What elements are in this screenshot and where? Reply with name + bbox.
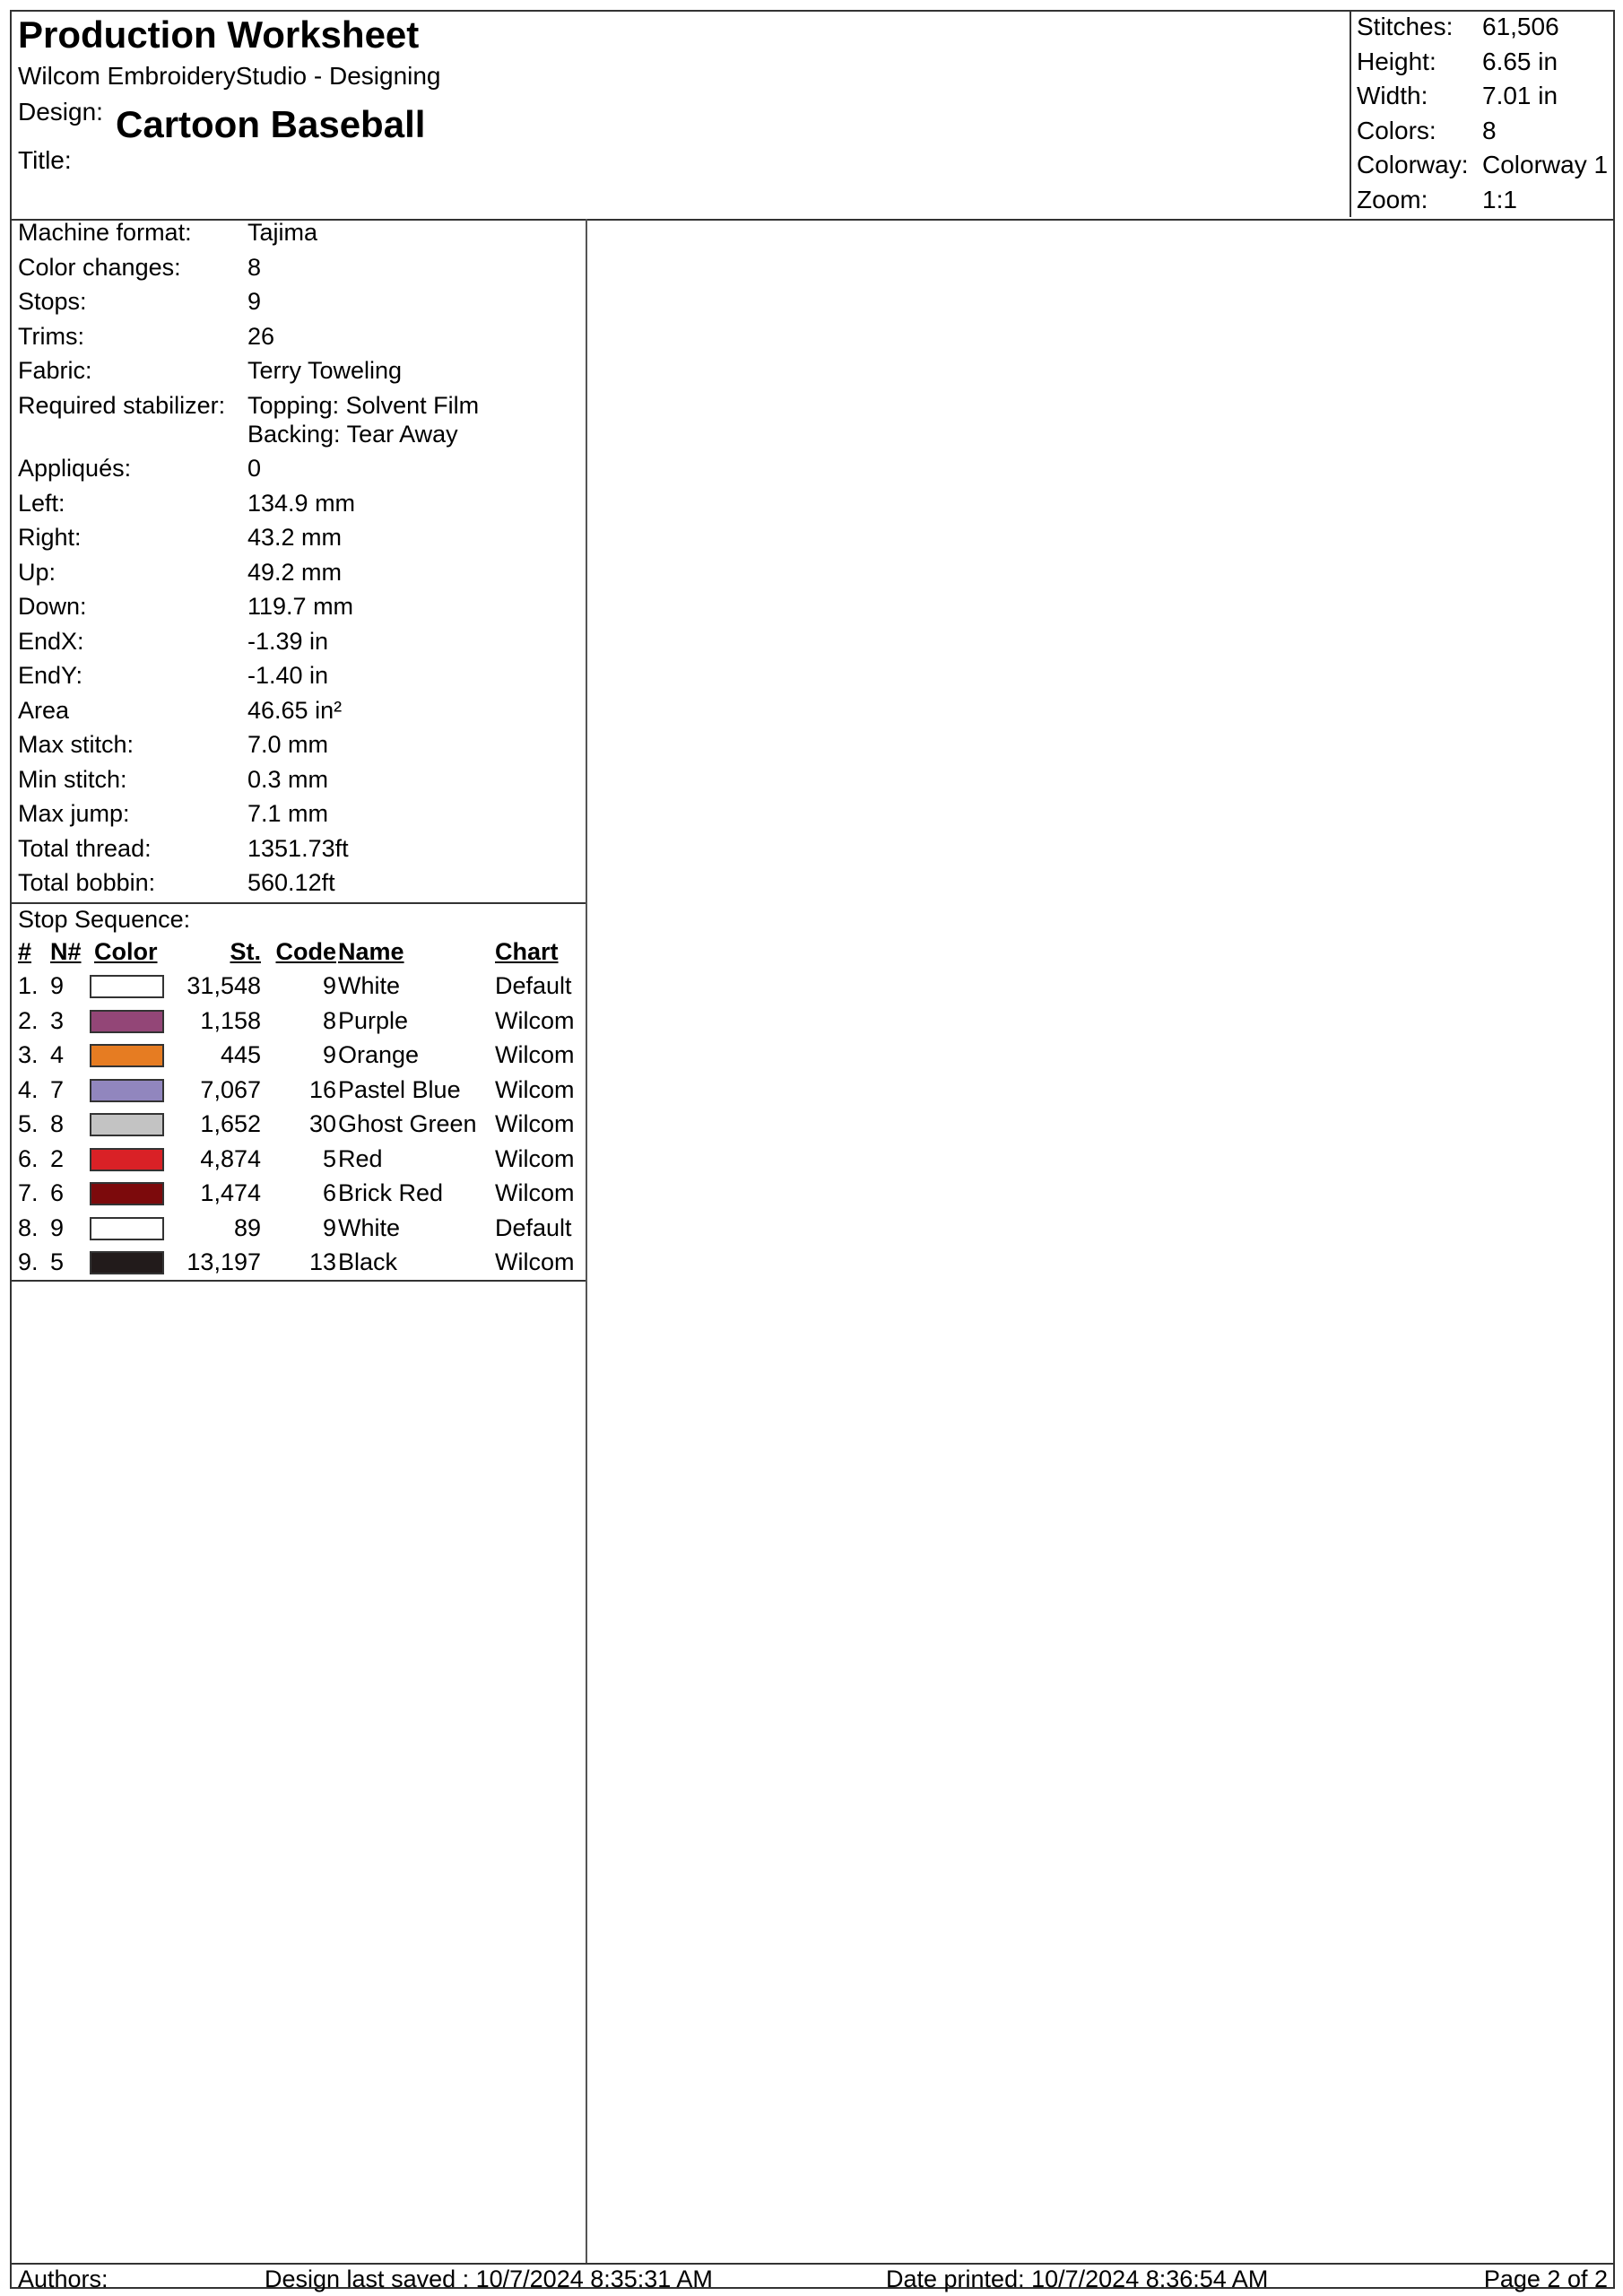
cell-code: 9: [322, 1213, 336, 1241]
property-label: Right:: [18, 524, 82, 551]
property-label: Trims:: [18, 322, 84, 350]
cell-chart: Wilcom: [495, 1075, 575, 1103]
cell-st: 89: [233, 1213, 261, 1241]
property-label: EndX:: [18, 627, 84, 655]
property-value: 46.65 in²: [247, 696, 343, 724]
cell-code: 9: [322, 1041, 336, 1068]
cell-code: 8: [322, 1006, 336, 1034]
property-label: Max jump:: [18, 800, 130, 827]
cell-code: 6: [322, 1179, 336, 1206]
cell-n: 6: [50, 1179, 65, 1206]
cell-name: Brick Red: [338, 1179, 444, 1206]
cell-name: Black: [338, 1248, 398, 1275]
stat-value: Colorway 1: [1482, 151, 1609, 178]
stat-row: [1357, 151, 1609, 179]
property-row: [18, 219, 318, 247]
authors-label: Authors:: [18, 2266, 108, 2292]
cell-name: Pastel Blue: [338, 1075, 461, 1103]
cell-chart: Wilcom: [495, 1248, 575, 1275]
cell-code: 30: [308, 1110, 336, 1137]
cell-n: 7: [50, 1075, 65, 1103]
stat-label: Zoom:: [1357, 185, 1428, 213]
property-value: Terry Toweling: [247, 357, 403, 384]
cell-idx: 4.: [18, 1075, 39, 1103]
column-header-n: N#: [50, 938, 82, 965]
cell-st: 4,874: [200, 1144, 261, 1172]
cell-name: White: [338, 1213, 401, 1241]
cell-n: 9: [50, 972, 65, 999]
cell-n: 8: [50, 1110, 65, 1137]
cell-name: White: [338, 972, 401, 999]
table-row: [12, 1110, 586, 1143]
stat-label: Colorway:: [1357, 151, 1469, 178]
column-header-name: Name: [338, 938, 404, 965]
table-row: [12, 1041, 586, 1074]
date-printed: Date printed: 10/7/2024 8:36:54 AM: [886, 2266, 1269, 2292]
cell-chart: Default: [495, 972, 572, 999]
property-value: 0.3 mm: [247, 765, 329, 793]
stop-sequence-panel: [12, 902, 586, 1282]
property-value: 7.1 mm: [247, 800, 329, 827]
page-title: Production Worksheet: [18, 13, 420, 56]
cell-name: Purple: [338, 1006, 409, 1034]
cell-code: 5: [322, 1144, 336, 1172]
column-header-color: Color: [94, 938, 158, 965]
cell-n: 4: [50, 1041, 65, 1068]
cell-chart: Wilcom: [495, 1110, 575, 1137]
cell-idx: 7.: [18, 1179, 39, 1206]
stat-row: [1357, 116, 1497, 145]
stat-label: Stitches:: [1357, 13, 1454, 40]
stat-row: [1357, 47, 1558, 76]
property-label: Stops:: [18, 288, 87, 315]
stat-value: 6.65 in: [1482, 47, 1558, 75]
property-value: Topping: Solvent Film: [247, 391, 480, 419]
property-row: [18, 662, 329, 690]
property-row: [18, 800, 329, 828]
stat-value: 7.01 in: [1482, 82, 1558, 109]
color-swatch: [90, 1113, 164, 1136]
property-label: Total bobbin:: [18, 869, 156, 896]
color-swatch: [90, 1079, 164, 1102]
property-value: 7.0 mm: [247, 731, 329, 758]
property-value: 9: [247, 288, 262, 315]
property-label: EndY:: [18, 662, 83, 689]
property-row: [18, 524, 343, 552]
cell-chart: Wilcom: [495, 1041, 575, 1068]
cell-n: 2: [50, 1144, 65, 1172]
worksheet-footer: [12, 2263, 1613, 2291]
cell-code: 13: [308, 1248, 336, 1275]
property-label: Max stitch:: [18, 731, 135, 758]
cell-chart: Default: [495, 1213, 572, 1241]
stat-value: 1:1: [1482, 185, 1517, 213]
worksheet-header: [12, 12, 1613, 221]
property-label: Color changes:: [18, 253, 181, 281]
cell-n: 5: [50, 1248, 65, 1275]
property-value: 8: [247, 253, 262, 281]
property-value: -1.40 in: [247, 662, 329, 689]
property-value: 1351.73ft: [247, 834, 349, 862]
cell-code: 16: [308, 1075, 336, 1103]
property-row: [18, 391, 480, 420]
column-header-code: Code: [275, 938, 336, 965]
stat-label: Height:: [1357, 47, 1436, 75]
details-column: [12, 219, 587, 2263]
last-saved: Design last saved : 10/7/2024 8:35:31 AM: [265, 2266, 713, 2292]
property-row: [18, 869, 335, 897]
page-number: Page 2 of 2: [1483, 2266, 1608, 2292]
property-label: Total thread:: [18, 834, 152, 862]
color-swatch: [90, 1251, 164, 1274]
property-value: 119.7 mm: [247, 593, 354, 620]
cell-name: Ghost Green: [338, 1110, 477, 1137]
stat-row: [1357, 13, 1559, 41]
property-value: 0: [247, 455, 262, 482]
cell-st: 13,197: [187, 1248, 261, 1275]
table-row: [12, 1179, 586, 1212]
property-label: Down:: [18, 593, 87, 620]
cell-name: Orange: [338, 1041, 420, 1068]
cell-st: 1,158: [200, 1006, 261, 1034]
property-label: Left:: [18, 489, 65, 517]
property-label: Up:: [18, 558, 56, 586]
property-label: Fabric:: [18, 357, 92, 384]
property-label: Min stitch:: [18, 765, 127, 793]
cell-chart: Wilcom: [495, 1144, 575, 1172]
cell-idx: 5.: [18, 1110, 39, 1137]
property-label: Required stabilizer:: [18, 391, 226, 419]
property-row: [18, 322, 275, 351]
stat-label: Width:: [1357, 82, 1428, 109]
property-value: -1.39 in: [247, 627, 329, 655]
table-row: [12, 972, 586, 1004]
table-row: [12, 1248, 586, 1281]
color-swatch: [90, 1044, 164, 1067]
stat-row: [1357, 82, 1558, 110]
property-row: [18, 357, 403, 385]
stat-value: 8: [1482, 116, 1497, 144]
property-row: [18, 731, 329, 759]
column-header-idx: #: [18, 938, 32, 965]
table-row: [12, 1214, 586, 1247]
color-swatch: [90, 1148, 164, 1171]
cell-idx: 6.: [18, 1144, 39, 1172]
cell-st: 31,548: [187, 972, 261, 999]
cell-st: 1,652: [200, 1110, 261, 1137]
app-name: Wilcom EmbroideryStudio - Designing: [18, 62, 441, 90]
property-label: Appliqués:: [18, 455, 132, 482]
properties-panel: [12, 219, 586, 904]
cell-idx: 9.: [18, 1248, 39, 1275]
cell-idx: 8.: [18, 1213, 39, 1241]
worksheet: [10, 10, 1615, 2292]
property-value: 134.9 mm: [247, 489, 356, 517]
property-value: 49.2 mm: [247, 558, 343, 586]
cell-idx: 3.: [18, 1041, 39, 1068]
property-row: [18, 288, 262, 316]
cell-idx: 1.: [18, 972, 39, 999]
color-swatch: [90, 975, 164, 998]
cell-idx: 2.: [18, 1006, 39, 1034]
cell-n: 3: [50, 1006, 65, 1034]
property-row: [18, 696, 343, 725]
property-value: Tajima: [247, 219, 318, 246]
property-label: Area: [18, 696, 70, 724]
property-row: [18, 489, 356, 517]
stats-panel: [1350, 12, 1617, 217]
property-row: [18, 558, 343, 587]
stat-label: Colors:: [1357, 116, 1436, 144]
property-label: Machine format:: [18, 219, 192, 246]
design-label: Design:: [18, 98, 103, 126]
stat-row: [1357, 185, 1517, 214]
property-row: [18, 593, 354, 621]
cell-n: 9: [50, 1213, 65, 1241]
stop-sequence-title: Stop Sequence:: [18, 906, 191, 933]
property-row: [18, 627, 329, 656]
property-value: 26: [247, 322, 275, 350]
column-header-st: St.: [230, 938, 261, 965]
cell-st: 7,067: [200, 1075, 261, 1103]
table-row: [12, 1007, 586, 1039]
color-swatch: [90, 1010, 164, 1033]
property-row: [18, 834, 349, 863]
property-row: [18, 455, 262, 483]
property-value: 560.12ft: [247, 869, 335, 896]
cell-chart: Wilcom: [495, 1179, 575, 1206]
column-header-chart: Chart: [495, 938, 559, 965]
design-name: Cartoon Baseball: [116, 103, 426, 145]
property-row: [18, 253, 262, 282]
table-row: [12, 1145, 586, 1178]
stat-value: 61,506: [1482, 13, 1559, 40]
cell-code: 9: [322, 972, 336, 999]
cell-name: Red: [338, 1144, 383, 1172]
cell-st: 1,474: [200, 1179, 261, 1206]
property-row: [18, 765, 329, 794]
title-label: Title:: [18, 146, 72, 174]
color-swatch: [90, 1217, 164, 1240]
cell-st: 445: [220, 1041, 261, 1068]
property-value: Backing: Tear Away: [247, 420, 458, 448]
table-row: [12, 1076, 586, 1109]
property-value: 43.2 mm: [247, 524, 343, 551]
cell-chart: Wilcom: [495, 1006, 575, 1034]
color-swatch: [90, 1182, 164, 1205]
